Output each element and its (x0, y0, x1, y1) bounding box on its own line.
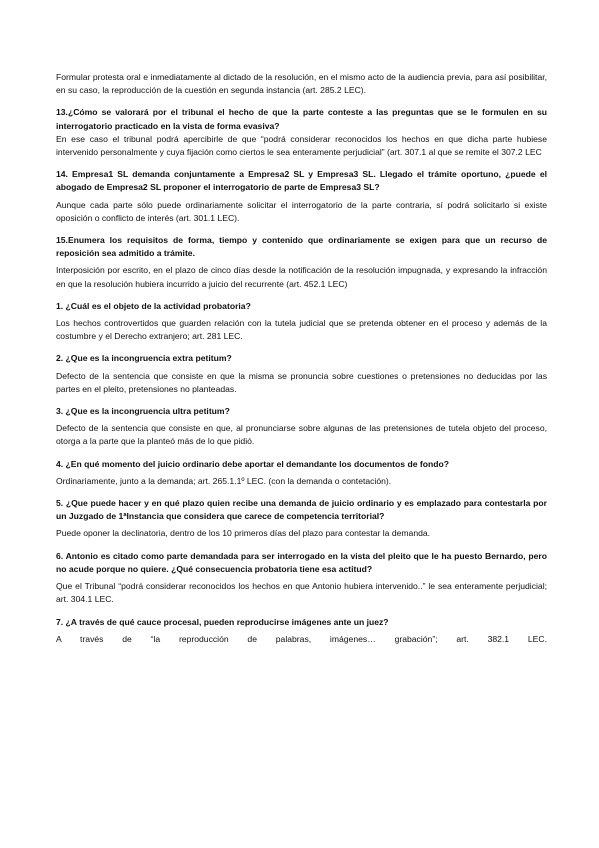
answer-1: Los hechos controvertidos que guarden relación con la tutela judicial que se pretenda obtener en el proceso y además de la costumbre y el Derecho extranjero; art. 281 LEC. (56, 318, 547, 342)
answer-2: Defecto de la sentencia que consiste en que la misma se pronuncia sobre cuestiones o pretensiones no deducidas por las partes en el pleito, pretensiones no planteadas. (56, 370, 547, 394)
intro-paragraph: Formular protesta oral e inmediatamente al dictado de la resolución, en el mismo acto de la audiencia previa, para así posibilitar, en su caso, la reproducción de la cuestión en segunda instancia (art. 285.2 LEC). (56, 72, 547, 96)
qa-item-3 (56, 405, 547, 449)
question-5: 5. ¿Que puede hacer y en qué plazo quien recibe una demanda de juicio ordinario y es emplazado para contestarla por un Juzgado de 1ªInstancia que considera que carece de competencia territorial? (56, 498, 547, 522)
question-2: 2. ¿Que es la incongruencia extra petitum? (56, 353, 232, 364)
qa-item-4 (56, 458, 547, 488)
qa-item-1 (56, 300, 547, 344)
answer-3: Defecto de la sentencia que consiste en que, al pronunciarse sobre algunas de las pretensiones de tutela objeto del proceso, otorga a la parte que la planteó más de lo que pidió. (56, 423, 547, 447)
question-6: 6. Antonio es citado como parte demandada para ser interrogado en la vista del pleito que le ha puesto Bernardo, pero no acude porque no quiere. ¿Qué consecuencia probatoria tiene esa actitud? (56, 550, 547, 574)
intro-block (56, 71, 547, 97)
question-15: 15.Enumera los requisitos de forma, tiempo y contenido que ordinariamente se exigen para que un recurso de reposición sea admitido a trámite. (56, 235, 547, 259)
question-4: 4. ¿En qué momento del juicio ordinario debe aportar el demandante los documentos de fondo? (56, 458, 449, 469)
question-3: 3. ¿Que es la incongruencia ultra petitum? (56, 406, 230, 417)
qa-item-13 (56, 106, 547, 159)
qa-item-5 (56, 497, 547, 541)
answer-14: Aunque cada parte sólo puede ordinariamente solicitar el interrogatorio de la parte contraria, sí podrá solicitarlo si existe oposición o conflicto de interés (art. 301.1 LEC). (56, 199, 547, 223)
answer-5: Puede oponer la declinatoria, dentro de los 10 primeros días del plazo para contestar la demanda. (56, 528, 431, 539)
qa-item-6 (56, 550, 547, 607)
answer-13: En ese caso el tribunal podrá apercibirle de que “podrá considerar reconocidos los hechos en que dicha parte hubiese intervenido personalmente y cuya fijación como ciertos le sea enteramente perjudicial” (art. 307.1 al que se remite el 307.2 LEC (56, 133, 547, 158)
qa-item-15 (56, 234, 547, 291)
qa-item-2 (56, 352, 547, 396)
question-1: 1. ¿Cuál es el objeto de la actividad probatoria? (56, 300, 251, 311)
document-page (56, 71, 547, 655)
question-13: 13.¿Cómo se valorará por el tribunal el hecho de que la parte conteste a las preguntas que se le formulen en su interrogatorio practicado en la vista de forma evasiva? (56, 107, 547, 131)
qa-item-14 (56, 168, 547, 225)
question-14: 14. Empresa1 SL demanda conjuntamente a Empresa2 SL y Empresa3 SL. Llegado el trámite oportuno, ¿puede el abogado de Empresa2 SL proponer el interrogatorio de parte de Empresa3 SL? (56, 169, 547, 193)
answer-7: A través de “la reproducción de palabras, imágenes… grabación”; art. 382.1 LEC. (56, 633, 547, 644)
answer-6: Que el Tribunal “podrá considerar reconocidos los hechos en que Antonio hubiera intervenido..” le sea enteramente perjudicial; art. 304.1 LEC. (56, 581, 547, 605)
answer-4: Ordinariamente, junto a la demanda; art. 265.1.1º LEC. (con la demanda o contetación). (56, 475, 392, 486)
qa-item-7 (56, 616, 547, 646)
question-7: 7. ¿A través de qué cauce procesal, pueden reproducirse imágenes ante un juez? (56, 616, 389, 627)
answer-15: Interposición por escrito, en el plazo de cinco días desde la notificación de la resolución impugnada, y expresando la infracción en que la resolución hubiera incurrido a juicio del recurrente (art. 452.1 LEC) (56, 265, 547, 289)
